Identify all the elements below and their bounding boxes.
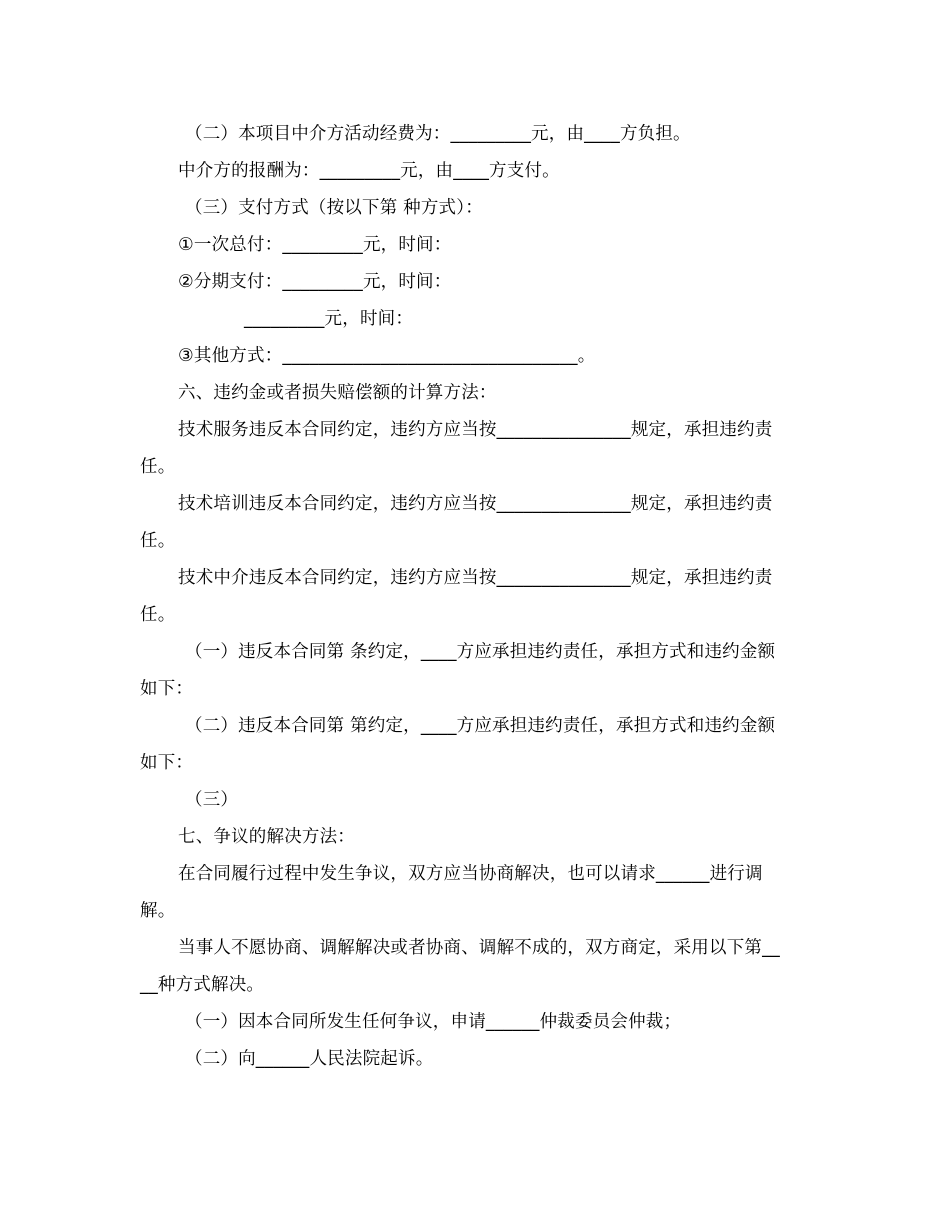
paragraph-line: 任。 bbox=[140, 457, 176, 477]
section-heading: 七、争议的解决方法： bbox=[178, 827, 355, 847]
paragraph-line: 解。 bbox=[140, 901, 176, 921]
paragraph-line: 技术服务违反本合同约定，违约方应当按_______________规定，承担违约责 bbox=[178, 420, 773, 440]
paragraph-line: （二）本项目中介方活动经费为：_________元，由____方负担。 bbox=[185, 124, 691, 144]
paragraph-line: ①一次总付：_________元，时间： bbox=[178, 235, 452, 255]
section-heading: 六、违约金或者损失赔偿额的计算方法： bbox=[178, 383, 497, 403]
paragraph-line: 中介方的报酬为：_________元，由____方支付。 bbox=[178, 161, 560, 181]
paragraph-line: （一）违反本合同第 条约定，____方应承担违约责任，承担方式和违约金额 bbox=[185, 642, 776, 662]
paragraph-line: （二）违反本合同第 第约定，____方应承担违约责任，承担方式和违约金额 bbox=[185, 716, 776, 736]
paragraph-line: 任。 bbox=[140, 531, 176, 551]
paragraph-line: 在合同履行过程中发生争议，双方应当协商解决，也可以请求______进行调 bbox=[178, 864, 763, 884]
paragraph-line: 如下： bbox=[140, 753, 194, 773]
paragraph-line: __种方式解决。 bbox=[140, 975, 265, 995]
paragraph-line: ③其他方式：_________________________________。 bbox=[178, 346, 596, 366]
paragraph-line: （一）因本合同所发生任何争议，申请______仲裁委员会仲裁； bbox=[185, 1012, 682, 1032]
paragraph-line: 如下： bbox=[140, 679, 194, 699]
paragraph-line: 技术培训违反本合同约定，违约方应当按_______________规定，承担违约责 bbox=[178, 494, 773, 514]
paragraph-line: 当事人不愿协商、调解解决或者协商、调解不成的，双方商定，采用以下第__ bbox=[178, 938, 780, 958]
paragraph-line: （三）支付方式（按以下第 种方式）： bbox=[185, 198, 483, 218]
document-body bbox=[140, 116, 810, 1078]
paragraph-line: 技术中介违反本合同约定，违约方应当按_______________规定，承担违约责 bbox=[178, 568, 773, 588]
paragraph-line: （三） bbox=[185, 790, 239, 810]
paragraph-line: 任。 bbox=[140, 605, 176, 625]
paragraph-line: （二）向______人民法院起诉。 bbox=[185, 1049, 434, 1069]
paragraph-line: ②分期支付：_________元，时间： bbox=[178, 272, 452, 292]
paragraph-line: _________元，时间： bbox=[244, 309, 414, 329]
